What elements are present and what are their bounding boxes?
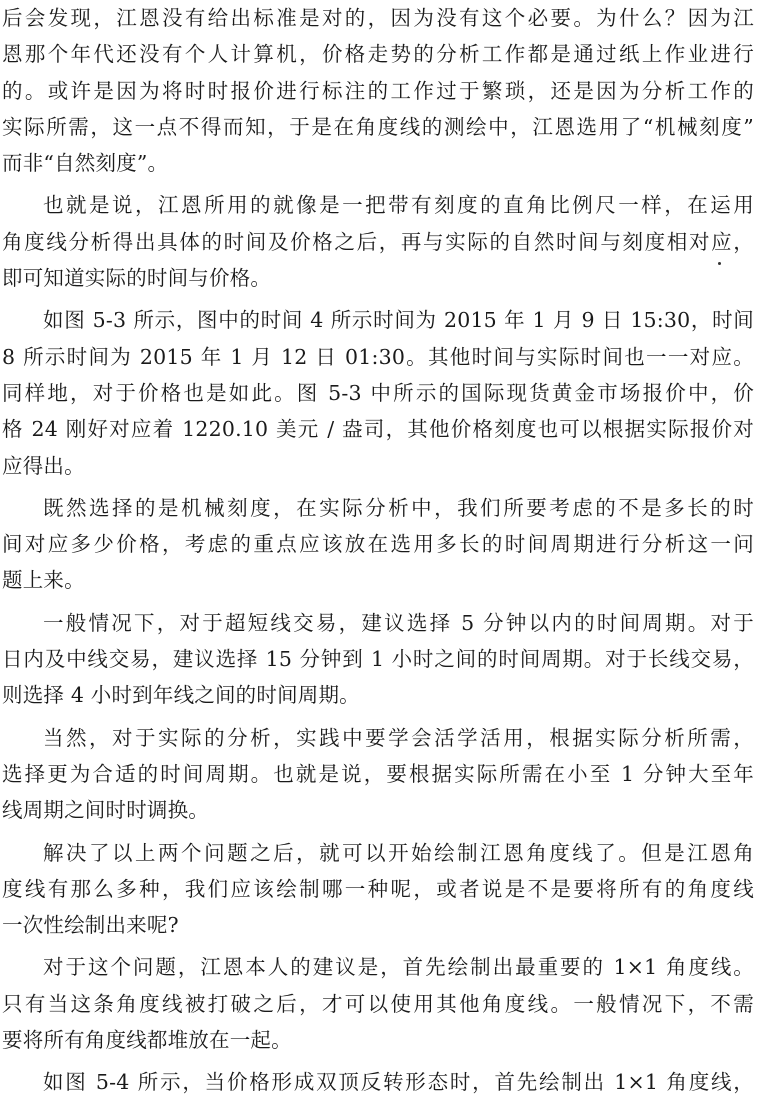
paragraph-2 — [2, 187, 754, 296]
paragraph-9 — [2, 1064, 754, 1100]
text-line: 即可知道实际的时间与价格。 — [2, 266, 272, 291]
document-page — [2, 0, 754, 1101]
text-line: 解决了以上两个问题之后，就可以开始绘制江恩角度线了。但是江恩角 — [43, 840, 754, 865]
paragraph-7 — [2, 835, 754, 944]
text-line: 选择更为合适的时间周期。也就是说，要根据实际所需在小至 1 分钟大至年 — [2, 761, 754, 786]
text-line: 只有当这条角度线被打破之后，才可以使用其他角度线。一般情况下，不需 — [2, 991, 754, 1016]
paragraph-3 — [2, 302, 754, 483]
text-line: 一般情况下，对于超短线交易，建议选择 5 分钟以内的时间周期。对于 — [43, 610, 754, 635]
text-line: 题上来。 — [2, 568, 85, 593]
text-line: 要将所有角度线都堆放在一起。 — [2, 1028, 292, 1053]
text-line: 对于这个问题，江恩本人的建议是，首先绘制出最重要的 1×1 角度线。 — [43, 955, 754, 980]
text-line: 后会发现，江恩没有给出标准是对的，因为没有这个必要。为什么？因为江 — [2, 6, 754, 30]
text-line: 8 所示时间为 2015 年 1 月 12 日 01:30。其他时间与实际时间也一一对应。 — [2, 344, 754, 369]
paragraph-5 — [2, 605, 754, 714]
text-line: 则选择 4 小时到年线之间的时间周期。 — [2, 683, 360, 708]
paragraph-1 — [2, 0, 754, 181]
text-line: 恩那个年代还没有个人计算机，价格走势的分析工作都是通过纸上作业进行 — [2, 42, 754, 67]
text-line: 线周期之间时时调换。 — [2, 798, 209, 823]
text-line: 日内及中线交易，建议选择 15 分钟到 1 小时之间的时间周期。对于长线交易， — [2, 647, 754, 672]
text-line: 如图 5-4 所示，当价格形成双顶反转形态时，首先绘制出 1×1 角度线， — [43, 1070, 754, 1095]
scan-speck — [718, 262, 721, 265]
text-line: 度线有那么多种，我们应该绘制哪一种呢，或者说是不是要将所有的角度线 — [2, 876, 754, 901]
paragraph-4 — [2, 490, 754, 599]
text-line: 同样地，对于价格也是如此。图 5-3 中所示的国际现货黄金市场报价中，价 — [2, 380, 754, 405]
text-line: 角度线分析得出具体的时间及价格之后，再与实际的自然时间与刻度相对应， — [2, 229, 754, 254]
text-line: 既然选择的是机械刻度，在实际分析中，我们所要考虑的不是多长的时 — [43, 495, 754, 520]
text-line: 而非“自然刻度”。 — [2, 151, 169, 176]
text-line: 格 24 刚好对应着 1220.10 美元 / 盎司，其他价格刻度也可以根据实际报价对 — [2, 417, 754, 442]
text-line: 如图 5-3 所示，图中的时间 4 所示时间为 2015 年 1 月 9 日 15:30，时间 — [43, 308, 754, 333]
paragraph-8 — [2, 949, 754, 1058]
text-line: 间对应多少价格，考虑的重点应该放在选用多长的时间周期进行分析这一问 — [2, 532, 754, 557]
text-line: 当然，对于实际的分析，实践中要学会活学活用，根据实际分析所需， — [43, 725, 754, 750]
text-line: 实际所需，这一点不得而知，于是在角度线的测绘中，江恩选用了“机械刻度” — [2, 114, 754, 139]
text-line: 一次性绘制出来呢? — [2, 913, 179, 938]
text-line: 也就是说，江恩所用的就像是一把带有刻度的直角比例尺一样，在运用 — [43, 193, 754, 218]
paragraph-6 — [2, 720, 754, 829]
text-line: 的。或许是因为将时时报价进行标注的工作过于繁琐，还是因为分析工作的 — [2, 78, 754, 103]
text-line: 应得出。 — [2, 453, 85, 478]
